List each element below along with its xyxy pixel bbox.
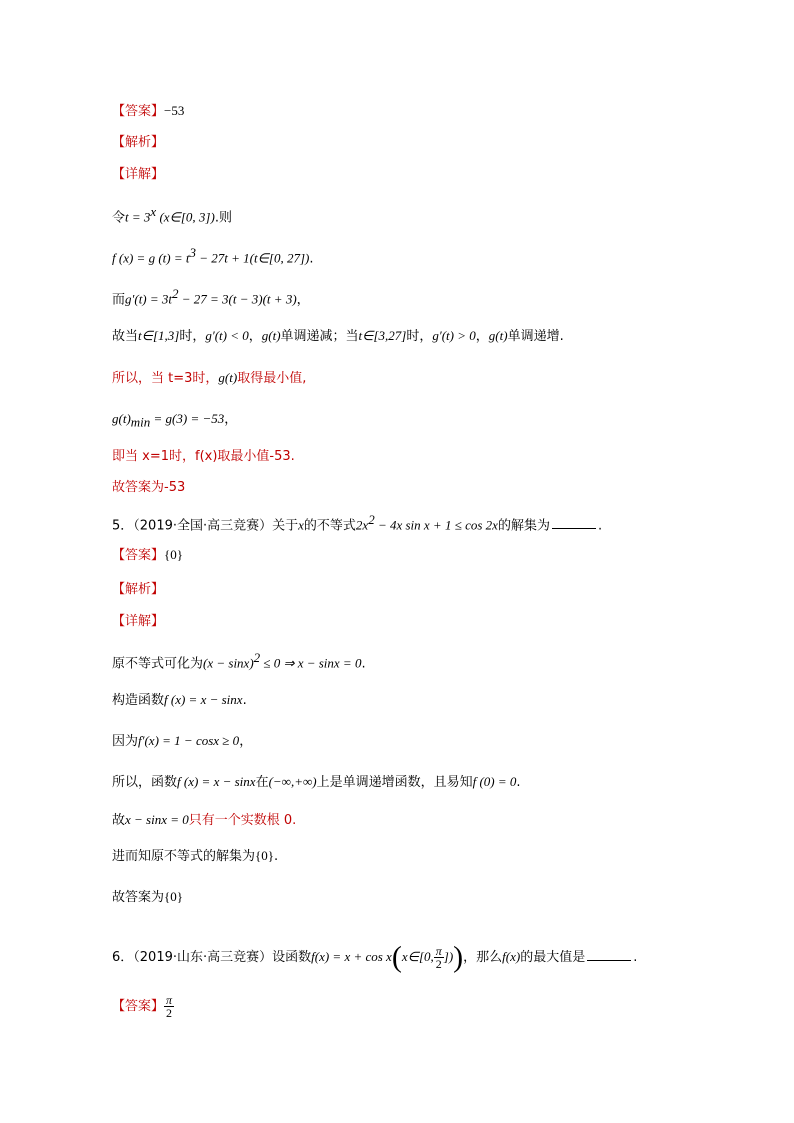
q6-stem-fraction: $\frac{\pi}{2}$	[435, 944, 442, 971]
q5-detail-label: 【详解】	[112, 614, 165, 629]
q4-detail-label: 【详解】	[112, 167, 165, 182]
q5-stem: 5．（2019·全国·高三竞赛）关于x的不等式$2x^2 - 4x$ sin x + 1 ≤ cos 2x的解集为 .	[112, 512, 603, 534]
q5-analysis-label: 【解析】	[112, 582, 165, 597]
q6-answer-line	[112, 990, 174, 1024]
q6-answer-blank	[587, 948, 631, 961]
q6-stem: 6．（2019·山东·高三竞赛）设函数f(x) = x + cos x(x∈[0, $\frac{\pi}{2}$ ]))，那么f(x)的最大值是 .	[112, 940, 638, 974]
answer-label: 【答案】	[112, 999, 165, 1014]
q5-line-final-answer: 故答案为{0}	[112, 889, 183, 905]
q5-line-transform: 原不等式可化为$(x - \sin x)^2 \le 0$ ⇒ x − sinx = 0.	[112, 650, 366, 672]
q4-line-final-answer: 故答案为-53	[112, 480, 186, 495]
q4-analysis-label: 【解析】	[112, 135, 165, 150]
q5-answer-blank	[552, 516, 596, 529]
q5-line-monotonic: 所以，函数f (x) = x − sinx在(−∞,+∞)上是单调递增函数，且易知f (0) = 0.	[112, 774, 521, 790]
q5-answer-line	[112, 546, 183, 565]
answer-label: 【答案】	[112, 548, 165, 563]
q4-line-function: f (x) = g $(t) = t^3 - 27t$ + 1(t∈[0, 27]).	[112, 245, 314, 267]
q4-answer-line	[112, 102, 184, 121]
q5-answer-value: {0}	[164, 547, 183, 562]
answer-label: 【答案】	[112, 104, 165, 119]
q6-answer-fraction: $\frac{\pi}{2}$	[166, 993, 173, 1020]
q4-line-derivative: 而$g'(t) = 3t^2 - 27 = 3(t - 3)(t + 3)$，	[112, 286, 310, 308]
q5-line-solution-set: 进而知原不等式的解集为{0}.	[112, 848, 279, 864]
q4-line-substitution: 令$t = 3^x$ (x∈[0, 3]).则	[112, 204, 232, 226]
q4-line-conclusion: 即当 x=1时，f(x)取最小值-53.	[112, 449, 295, 464]
q5-line-derivative: 因为f′(x) = 1 − cosx ≥ 0，	[112, 733, 253, 749]
q4-line-min-at-3: 所以，当 t=3时，g(t)取得最小值,	[112, 370, 307, 386]
q5-line-unique-root: 故x − sinx = 0只有一个实数根 0.	[112, 812, 297, 828]
q4-line-min-value: $g(t)_{min} = g(3) = -53$，	[112, 411, 238, 430]
q4-answer-value: −53	[164, 103, 185, 118]
q5-line-construct: 构造函数f (x) = x − sinx.	[112, 692, 247, 708]
q4-line-monotonic: 故当t∈[1,3]时，g′(t) < 0，g(t)单调递减；当t∈[3,27]时，g′(t) > 0，g(t)单调递增.	[112, 328, 564, 344]
